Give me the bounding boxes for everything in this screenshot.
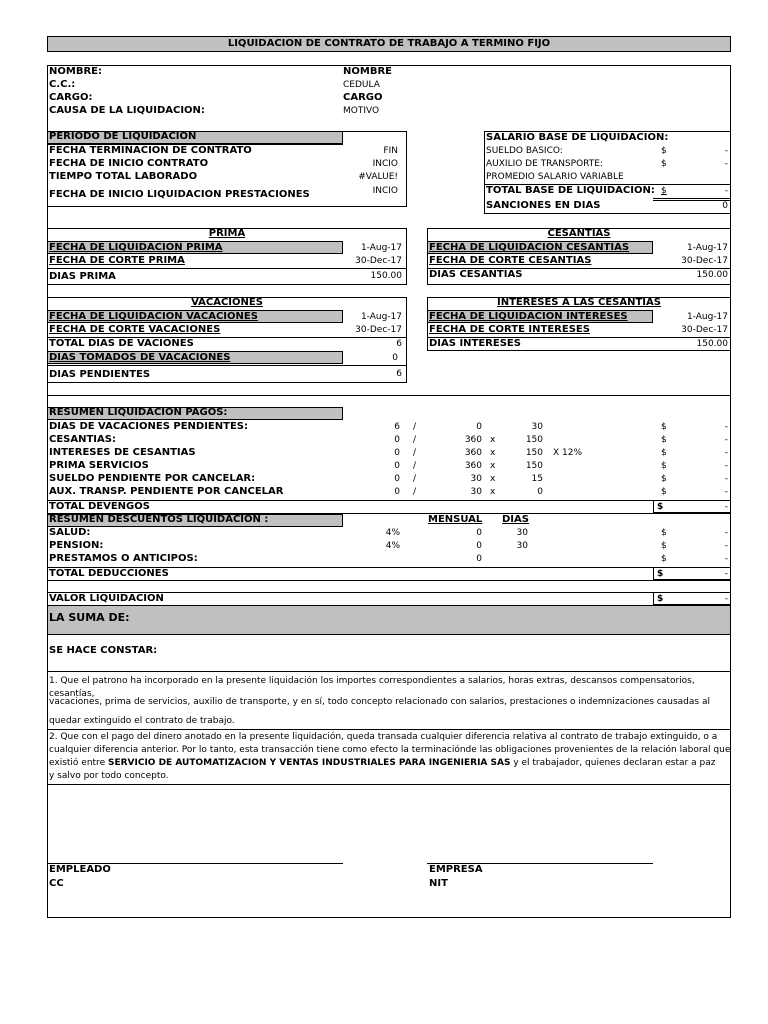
resumen-row-op: x [490,435,496,445]
resumen-row-currency: $ [661,474,667,484]
resumen-row-value: - [724,474,728,484]
resumen-row-currency: $ [661,435,667,445]
resumen-row-value: - [724,461,728,471]
inicio-prestaciones-label: FECHA DE INICIO LIQUIDACION PRESTACIONES [49,189,310,200]
resumen-header: RESUMEN LIQUIDACION PAGOS: [49,407,228,418]
total-deducciones-currency: $ [657,569,664,579]
total-base-label: TOTAL BASE DE LIQUIDACION: [486,185,655,196]
vacaciones-liq-value: 1-Aug-17 [360,312,402,322]
sanciones-label: SANCIONES EN DIAS [486,200,601,211]
vacaciones-liq-label: FECHA DE LIQUIDACION VACACIONES [49,311,258,322]
resumen-row-sep: / [413,435,417,445]
resumen-row-a: 0 [394,474,400,484]
descuento-row-mensual: 0 [476,528,482,538]
company-name: SERVICIO DE AUTOMATIZACION Y VENTAS INDUSTRIALES PARA INGENIERIA SAS [107,758,511,768]
cesantias-dias-value: 150.00 [696,270,728,280]
cargo-value: CARGO [343,92,383,103]
resumen-row-currency: $ [661,422,667,432]
valor-liquidacion-currency: $ [657,594,664,604]
descuento-row-pct: 4% [385,541,400,551]
nombre-label: NOMBRE: [49,66,102,77]
causa-label: CAUSA DE LA LIQUIDACION: [49,105,205,116]
resumen-row-b: 30 [470,474,482,484]
resumen-row-sep: / [413,422,417,432]
resumen-row-b: 0 [476,422,482,432]
vacaciones-corte-label: FECHA DE CORTE VACACIONES [49,324,221,335]
resumen-row-a: 6 [394,422,400,432]
descuento-row-dias: 30 [516,528,528,538]
salario-header: SALARIO BASE DE LIQUIDACION: [486,132,669,143]
descuentos-header: RESUMEN DESCUENTOS LIQUIDACION : [49,514,269,525]
resumen-row-c: 15 [531,474,543,484]
resumen-row-c: 0 [537,487,543,497]
dias-header: DIAS [502,514,529,525]
resumen-row-c: 150 [525,461,543,471]
resumen-row-label: INTERESES DE CESANTIAS [49,447,196,458]
sueldo-basico-value: - [724,146,728,156]
resumen-row-currency: $ [661,461,667,471]
clause-2-line-1: 2. Que con el pago del dinero anotado en la presente liquidación, queda transada cualquier diferencia relativa al contrato de trabajo extinguido, o a [49,732,718,742]
cesantias-liq-label: FECHA DE LIQUIDACION CESANTIAS [429,242,630,253]
cesantias-liq-value: 1-Aug-17 [686,243,728,253]
resumen-row-a: 0 [394,461,400,471]
cc-value: CEDULA [343,80,380,90]
sueldo-basico-currency: $ [661,146,667,156]
resumen-row-sep: / [413,487,417,497]
resumen-row-value: - [724,487,728,497]
fecha-inicio-label: FECHA DE INICIO CONTRATO [49,158,209,169]
cc-signature-label: CC [49,878,64,889]
clause-1-line-1: 1. Que el patrono ha incorporado en la presente liquidación los importes correspondientes a salarios, horas extras, descansos compensatorios, cesantías, [49,676,695,699]
vacaciones-pend-label: DIAS PENDIENTES [49,369,151,380]
total-deducciones-value: - [724,569,728,579]
resumen-row-value: - [724,435,728,445]
promedio-label: PROMEDIO SALARIO VARIABLE [486,172,624,182]
clause-2-post: y el trabajador, quienes declaran estar a paz [510,758,716,768]
cargo-label: CARGO: [49,92,93,103]
resumen-row-extra: X 12% [553,448,583,458]
resumen-row-sep: / [413,474,417,484]
clause-2-pre: existió entre [49,758,108,768]
total-devengos-value: - [724,502,728,512]
resumen-row-op: x [490,474,496,484]
cesantias-header: CESANTIAS [547,228,611,239]
nit-label: NIT [429,878,448,889]
prima-liq-value: 1-Aug-17 [360,243,402,253]
constar-label: SE HACE CONSTAR: [49,645,158,656]
prima-header: PRIMA [208,228,246,239]
clause-2-line-2: cualquier diferencia anterior. Por lo tanto, esta transacción tiene como efecto la terminaciónde las obligaciones provenientes de la relación laboral que [49,745,731,755]
resumen-row-c: 30 [531,422,543,432]
resumen-row-a: 0 [394,435,400,445]
prima-corte-label: FECHA DE CORTE PRIMA [49,255,185,266]
page-title: LIQUIDACION DE CONTRATO DE TRABAJO A TERMINO FIJO [227,38,551,49]
resumen-row-sep: / [413,461,417,471]
prima-dias-label: DIAS PRIMA [49,271,116,282]
vacaciones-tomados-value: 0 [392,353,398,363]
resumen-row-op: x [490,461,496,471]
deducciones-line-bottom [47,580,731,581]
fecha-inicio-value: INCIO [372,159,398,169]
intereses-corte-label: FECHA DE CORTE INTERESES [429,324,590,335]
descuento-row-value: - [724,554,728,564]
tiempo-label: TIEMPO TOTAL LABORADO [49,171,198,182]
total-base-underline [653,198,731,199]
prima-liq-label: FECHA DE LIQUIDACION PRIMA [49,242,223,253]
descuento-row-dias: 30 [516,541,528,551]
mensual-header: MENSUAL [428,514,483,525]
resumen-row-a: 0 [394,448,400,458]
resumen-row-value: - [724,422,728,432]
resumen-row-currency: $ [661,448,667,458]
descuento-row-currency: $ [661,554,667,564]
resumen-row-label: CESANTIAS: [49,434,116,445]
fecha-terminacion-label: FECHA TERMINACION DE CONTRATO [49,145,252,156]
resumen-row-b: 30 [470,487,482,497]
intereses-header: INTERESES A LAS CESANTIAS [497,297,661,308]
prima-dias-value: 150.00 [370,271,402,281]
auxilio-currency: $ [661,159,667,169]
vacaciones-pend-value: 6 [396,369,402,379]
auxilio-value: - [724,159,728,169]
empresa-label: EMPRESA [429,864,483,875]
empleado-label: EMPLEADO [49,864,111,875]
resumen-row-op: x [490,487,496,497]
intereses-dias-value: 150.00 [696,339,728,349]
descuento-row-value: - [724,528,728,538]
cesantias-corte-value: 30-Dec-17 [681,256,728,266]
intereses-corte-value: 30-Dec-17 [681,325,728,335]
total-devengos-label: TOTAL DEVENGOS [49,501,150,512]
clause-2-line [47,784,731,785]
resumen-row-label: PRIMA SERVICIOS [49,460,149,471]
resumen-row-currency: $ [661,487,667,497]
vacaciones-corte-value: 30-Dec-17 [355,325,402,335]
total-devengos-currency: $ [657,502,664,512]
descuento-row-mensual: 0 [476,541,482,551]
suma-bg [47,605,731,635]
clause-2-line-3 [49,757,731,770]
vacaciones-total-value: 6 [396,339,402,349]
intereses-liq-value: 1-Aug-17 [686,312,728,322]
descuento-row-label: PRESTAMOS O ANTICIPOS: [49,553,198,564]
descuento-row-label: PENSION: [49,540,104,551]
periodo-header: PERIODO DE LIQUIDACION [49,131,197,142]
vacaciones-header: VACACIONES [191,297,263,308]
resumen-row-b: 360 [464,448,482,458]
resumen-row-label: AUX. TRANSP. PENDIENTE POR CANCELAR [49,486,284,497]
cesantias-corte-label: FECHA DE CORTE CESANTIAS [429,255,592,266]
valor-liquidacion-label: VALOR LIQUIDACION [49,593,164,604]
total-deducciones-label: TOTAL DEDUCCIONES [49,568,169,579]
cc-label: C.C.: [49,79,76,90]
resumen-row-label: SUELDO PENDIENTE POR CANCELAR: [49,473,256,484]
intereses-liq-label: FECHA DE LIQUIDACION INTERESES [429,311,628,322]
constar-line [47,671,731,672]
descuento-row-currency: $ [661,541,667,551]
fecha-terminacion-value: FIN [383,146,398,156]
sanciones-value: 0 [722,201,728,211]
resumen-row-a: 0 [394,487,400,497]
clause-1-line-3: quedar extinguido el contrato de trabajo. [49,716,235,726]
intereses-dias-label: DIAS INTERESES [429,338,521,349]
resumen-row-value: - [724,448,728,458]
total-base-value: - [724,186,728,196]
suma-label: LA SUMA DE: [49,611,130,624]
inicio-prestaciones-value: INCIO [372,186,398,196]
causa-value: MOTIVO [343,106,380,116]
vacaciones-total-label: TOTAL DIAS DE VACIONES [49,338,194,349]
clause-1-line-2: vacaciones, prima de servicios, auxilio de transporte, y en sí, todo concepto relacionado con salarios, prestaciones o indemnizaciones causadas al [49,697,710,707]
descuento-row-pct: 4% [385,528,400,538]
clause-2-line-4: y salvo por todo concepto. [49,771,169,781]
prima-divider [47,268,407,269]
descuento-row-value: - [724,541,728,551]
descuento-row-currency: $ [661,528,667,538]
descuento-row-label: SALUD: [49,527,91,538]
vacaciones-divider-2 [47,365,407,366]
resumen-row-op: x [490,448,496,458]
sueldo-basico-label: SUELDO BASICO: [486,146,563,156]
resumen-row-sep: / [413,448,417,458]
nombre-value: NOMBRE [343,66,392,77]
prima-corte-value: 30-Dec-17 [355,256,402,266]
resumen-row-c: 150 [525,435,543,445]
resumen-row-b: 360 [464,461,482,471]
descuento-row-mensual: 0 [476,554,482,564]
resumen-row-c: 150 [525,448,543,458]
cesantias-dias-label: DIAS CESANTIAS [429,269,523,280]
auxilio-label: AUXILIO DE TRANSPORTE: [486,159,603,169]
valor-liquidacion-value: - [724,594,728,604]
total-base-currency: $ [661,186,667,196]
vacaciones-tomados-label: DIAS TOMADOS DE VACACIONES [49,352,231,363]
resumen-row-b: 360 [464,435,482,445]
clause-1-line [47,729,731,730]
resumen-top-line [47,395,731,396]
tiempo-value: #VALUE! [358,172,398,182]
resumen-row-label: DIAS DE VACACIONES PENDIENTES: [49,421,248,432]
